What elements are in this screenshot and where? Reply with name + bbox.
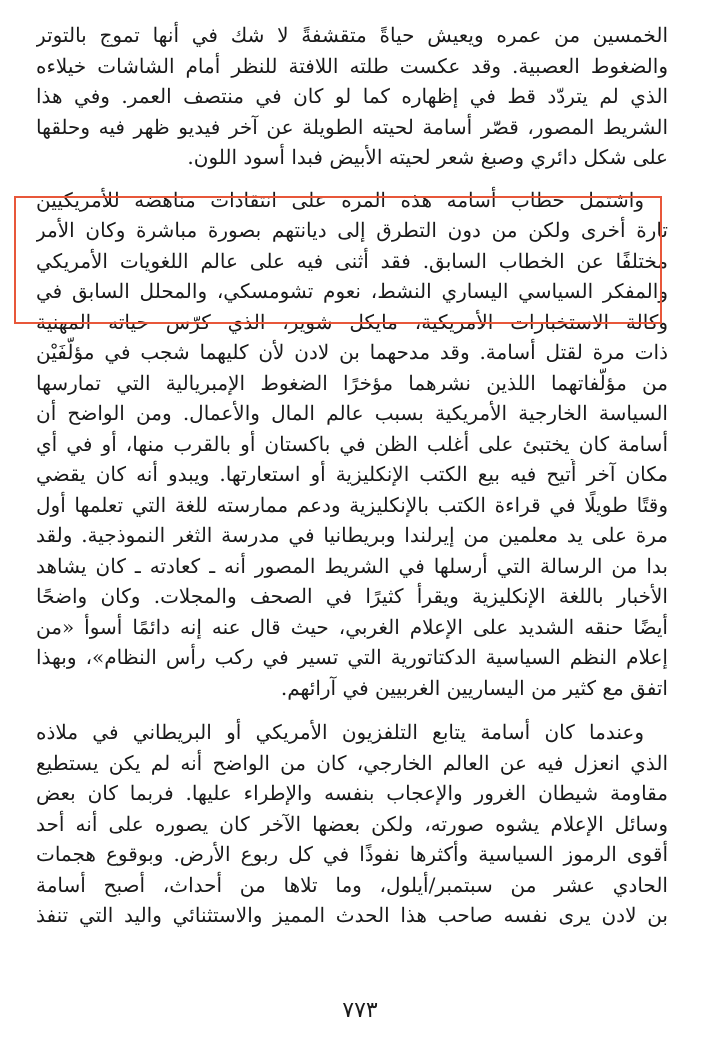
text-line: إعلام النظم السياسية الدكتاتورية التي تسير في ركب رأس النظام»، وبهذا xyxy=(36,645,668,669)
text-line: السياسة الخارجية الأمريكية بسبب عالم المال والأعمال. ومن الواضح أن xyxy=(36,401,668,425)
text-line: وكالة الاستخبارات الأمريكية، مايكل شوير، الذي كرّس حياته المهنية xyxy=(36,309,668,334)
text-line: مقاومة شيطان الغرور والإعجاب بنفسه والإطراء عليها. فربما كان بعض xyxy=(36,781,668,805)
text-line: الأخبار باللغة الإنكليزية ويقرأ كثيرًا في الصحف والمجلات. وكان واضحًا xyxy=(36,584,668,608)
text-line: تارة أخرى ولكن من دون التطرق إلى ديانتهم بصورة مباشرة وكان الأمر xyxy=(36,218,668,242)
text-line: بدا من الرسالة التي أرسلها في الشريط المصور أنه ـ كعادته ـ كان يشاهد xyxy=(36,553,668,578)
text-line: الذي لم يتردّد قط في إظهاره كما لو كان في منتصف العمر. وفي هذا xyxy=(36,84,668,108)
page-content xyxy=(36,20,668,931)
text-line: والمفكر السياسي اليساري النشط، نعوم تشومسكي، والمحلل السابق في xyxy=(36,279,668,303)
text-line: مرة على يد معلمين من إيرلندا وبريطانيا في مدرسة الثغر النموذجية. ولقد xyxy=(36,523,668,547)
text-line: من مؤلّفاتهما اللذين نشرهما مؤخرًا الضغوط الإمبريالية التي تمارسها xyxy=(36,370,668,395)
text-line: الخمسين من عمره ويعيش حياةً متقشفةً لا شك في أنها تموج بالتوتر xyxy=(36,23,668,47)
page-number: ٧٧٣ xyxy=(342,998,378,1023)
paragraph-3 xyxy=(36,307,668,704)
text-line: ذات مرة لقتل أسامة. وقد مدحهما بن لادن لأن كليهما شجب في مؤلّفَيْن xyxy=(36,340,668,364)
text-line: والضغوط العصبية. وقد عكست طلته اللافتة للنظر أمام الشاشات خيلاءه xyxy=(36,53,668,78)
text-line: وسائل الإعلام يشوه صورته، ولكن بعضها الآخر كان يصوره على أنه أحد xyxy=(36,811,668,836)
text-line: أقوى الرموز السياسية وأكثرها نفوذًا في كل ربوع الأرض. وبوقوع هجمات xyxy=(36,842,668,866)
highlighted-paragraph xyxy=(36,185,668,307)
text-line: الحادي عشر من سبتمبر/أيلول، وما تلاها من أحداث، أصبح أسامة xyxy=(36,872,668,897)
text-line: اتفق مع كثير من اليساريين الغربيين في آرائهم. xyxy=(280,675,668,700)
text-line: أسامة كان يختبئ على أغلب الظن في باكستان أو بالقرب منها، أو في أي xyxy=(36,431,668,456)
text-line: واشتمل خطاب أسامة هذه المرة على انتقادات مناهضة للأمريكيين xyxy=(36,187,644,212)
text-line: بن لادن يرى نفسه صاحب هذا الحدث المميز والاستثنائي واليد التي تنفذ xyxy=(36,903,668,927)
text-line: وعندما كان أسامة يتابع التلفزيون الأمريكي أو البريطاني في ملاذه xyxy=(36,720,644,744)
text-line: مكان آخر أُتيح فيه بيع الكتب الإنكليزية أو استعارتها. ويبدو أنه كان يقضي xyxy=(36,462,668,486)
text-line: وقتًا طويلًا في قراءة الكتب بالإنكليزية ودعم ممارسته للغة التي تعلمها أول xyxy=(36,492,668,517)
text-line: الشريط المصور، قصّر أسامة لحيته الطويلة عن آخر فيديو ظهر فيه وحلقها xyxy=(36,114,668,139)
text-line: الذي انعزل فيه عن العالم الخارجي، كان من الواضح أنه لم يكن يستطيع xyxy=(36,750,668,775)
paragraph-1 xyxy=(36,20,668,173)
text-line: على شكل دائري وصبغ شعر لحيته الأبيض فبدا أسود اللون. xyxy=(187,145,668,169)
text-line: مختلفًا عن الخطاب السابق. فقد أثنى فيه على عالم اللغويات الأمريكي xyxy=(36,248,668,273)
text-line: أيضًا حنقه الشديد على الإعلام الغربي، حيث قال عنه إنه دائمًا أسوأ «من xyxy=(36,614,668,639)
paragraph-4 xyxy=(36,717,668,931)
